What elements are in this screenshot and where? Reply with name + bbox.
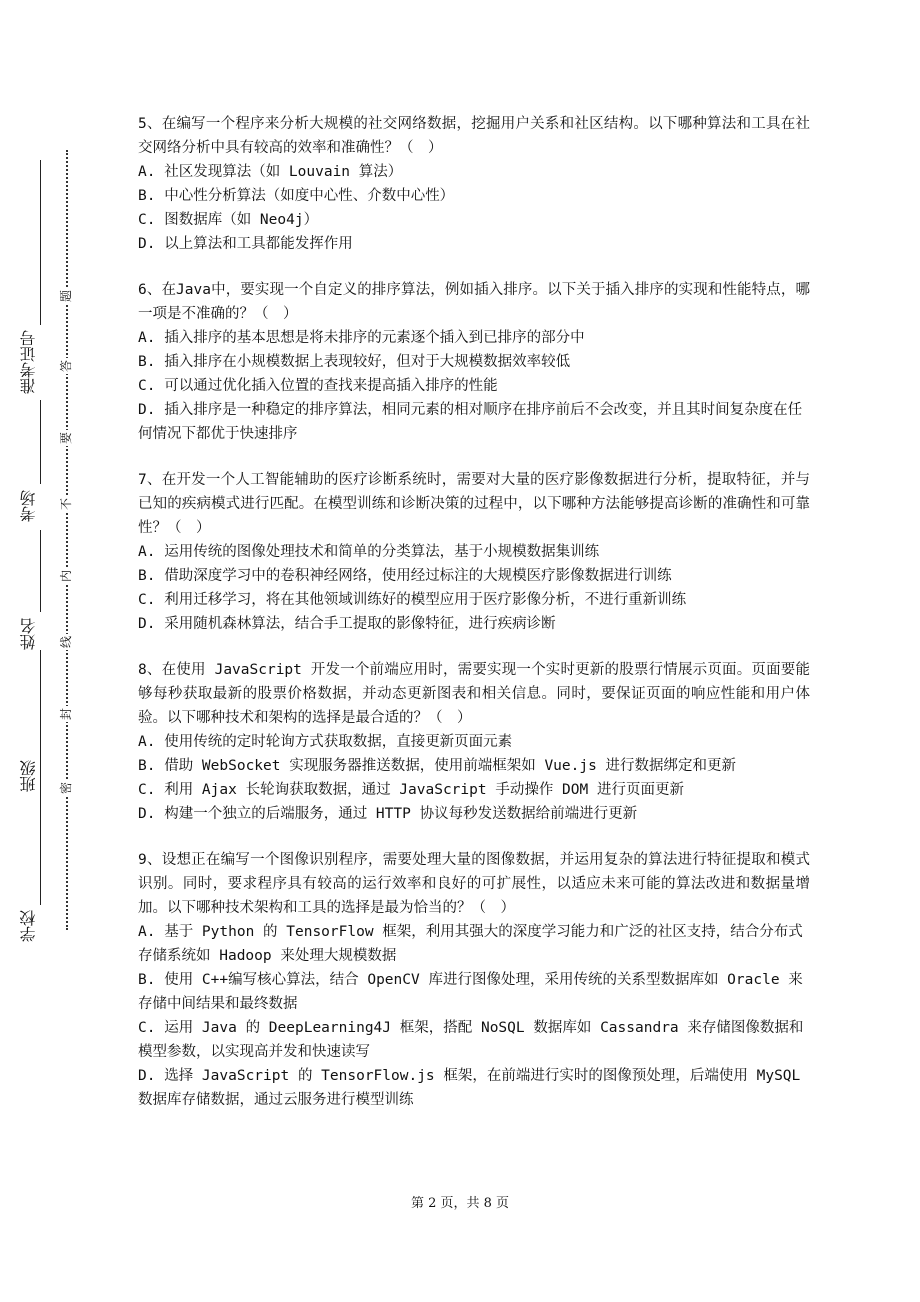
question-8 bbox=[138, 658, 810, 826]
option-c: C. 利用 Ajax 长轮询获取数据，通过 JavaScript 手动操作 DOM 进行页面更新 bbox=[138, 782, 684, 798]
ticket-number-label: 准考证号 bbox=[19, 330, 38, 394]
option-c: C. 运用 Java 的 DeepLearning4J 框架，搭配 NoSQL 数据库如 Cassandra 来存储图像数据和模型参数，以实现高并发和快速读写 bbox=[138, 1020, 804, 1060]
seal-char: 封 bbox=[59, 708, 73, 721]
option-a: A. 社区发现算法（如 Louvain 算法） bbox=[138, 164, 403, 180]
option-d: D. 选择 JavaScript 的 TensorFlow.js 框架，在前端进行实时的图像预处理，后端使用 MySQL 数据库存储数据，通过云服务进行模型训练 bbox=[138, 1068, 801, 1108]
question-stem: 9、设想正在编写一个图像识别程序，需要处理大量的图像数据，并运用复杂的算法进行特征提取和模式识别。同时，要求程序具有较高的运行效率和良好的可扩展性，以适应未来可能的算法改进和数据量增加。以下哪种技术架构和工具的选择是最为恰当的？（ ） bbox=[138, 852, 810, 916]
ticket-number-blank bbox=[40, 160, 41, 325]
question-7 bbox=[138, 468, 810, 636]
option-a: A. 使用传统的定时轮询方式获取数据，直接更新页面元素 bbox=[138, 734, 513, 750]
option-a: A. 运用传统的图像处理技术和简单的分类算法，基于小规模数据集训练 bbox=[138, 544, 600, 560]
option-d: D. 以上算法和工具都能发挥作用 bbox=[138, 236, 353, 252]
seal-char: 线 bbox=[59, 636, 73, 649]
seal-dotted-line bbox=[66, 150, 68, 930]
seal-char: 答 bbox=[59, 360, 73, 373]
class-blank bbox=[40, 650, 41, 750]
exam-room-label: 考场 bbox=[19, 490, 38, 522]
option-c: C. 可以通过优化插入位置的查找来提高插入排序的性能 bbox=[138, 378, 498, 394]
option-a: A. 基于 Python 的 TensorFlow 框架，利用其强大的深度学习能力和广泛的社区支持，结合分布式存储系统如 Hadoop 来处理大规模数据 bbox=[138, 924, 803, 964]
question-stem: 8、在使用 JavaScript 开发一个前端应用时，需要实现一个实时更新的股票行情展示页面。页面要能够每秒获取最新的股票价格数据，并动态更新图表和相关信息。同时，要保证页面的响应性能和用户体验。以下哪种技术和架构的选择是最合适的？（ ） bbox=[138, 662, 810, 726]
question-stem: 6、在Java中，要实现一个自定义的排序算法，例如插入排序。以下关于插入排序的实现和性能特点，哪一项是不准确的？（ ） bbox=[138, 282, 810, 322]
name-blank bbox=[40, 530, 41, 612]
option-c: C. 利用迁移学习，将在其他领域训练好的模型应用于医疗影像分析，不进行重新训练 bbox=[138, 592, 687, 608]
seal-char: 不 bbox=[59, 498, 73, 511]
seal-char: 内 bbox=[59, 570, 73, 583]
option-d: D. 插入排序是一种稳定的排序算法，相同元素的相对顺序在排序前后不会改变，并且其时间复杂度在任何情况下都优于快速排序 bbox=[138, 402, 803, 442]
option-a: A. 插入排序的基本思想是将未排序的元素逐个插入到已排序的部分中 bbox=[138, 330, 585, 346]
option-d: D. 采用随机森林算法，结合手工提取的影像特征，进行疾病诊断 bbox=[138, 616, 556, 632]
option-b: B. 借助深度学习中的卷积神经网络，使用经过标注的大规模医疗影像数据进行训练 bbox=[138, 568, 672, 584]
option-b: B. 中心性分析算法（如度中心性、介数中心性） bbox=[138, 188, 455, 204]
question-9 bbox=[138, 848, 810, 1112]
question-stem: 5、在编写一个程序来分析大规模的社交网络数据，挖掘用户关系和社区结构。以下哪种算法和工具在社交网络分析中具有较高的效率和准确性？（ ） bbox=[138, 116, 810, 156]
name-label: 姓名 bbox=[19, 618, 38, 650]
option-d: D. 构建一个独立的后端服务，通过 HTTP 协议每秒发送数据给前端进行更新 bbox=[138, 806, 638, 822]
binding-strip bbox=[0, 0, 120, 1302]
option-b: B. 借助 WebSocket 实现服务器推送数据，使用前端框架如 Vue.js 进行数据绑定和更新 bbox=[138, 758, 737, 774]
seal-char: 题 bbox=[59, 290, 73, 303]
question-5 bbox=[138, 112, 810, 256]
question-list bbox=[138, 112, 810, 1134]
option-b: B. 使用 C++编写核心算法，结合 OpenCV 库进行图像处理，采用传统的关系型数据库如 Oracle 来存储中间结果和最终数据 bbox=[138, 972, 803, 1012]
seal-char: 要 bbox=[59, 432, 73, 445]
page-number: 第 2 页，共 8 页 bbox=[410, 1196, 510, 1211]
school-blank bbox=[40, 740, 41, 905]
exam-room-blank bbox=[40, 400, 41, 484]
option-c: C. 图数据库（如 Neo4j） bbox=[138, 212, 319, 228]
question-6 bbox=[138, 278, 810, 446]
question-stem: 7、在开发一个人工智能辅助的医疗诊断系统时，需要对大量的医疗影像数据进行分析，提取特征，并与已知的疾病模式进行匹配。在模型训练和诊断决策的过程中，以下哪种方法能够提高诊断的准确性和可靠性？（ ） bbox=[138, 472, 810, 536]
option-b: B. 插入排序在小规模数据上表现较好，但对于大规模数据效率较低 bbox=[138, 354, 571, 370]
class-label: 班级 bbox=[19, 760, 38, 792]
school-label: 学校 bbox=[19, 910, 38, 942]
seal-char: 密 bbox=[59, 782, 73, 795]
